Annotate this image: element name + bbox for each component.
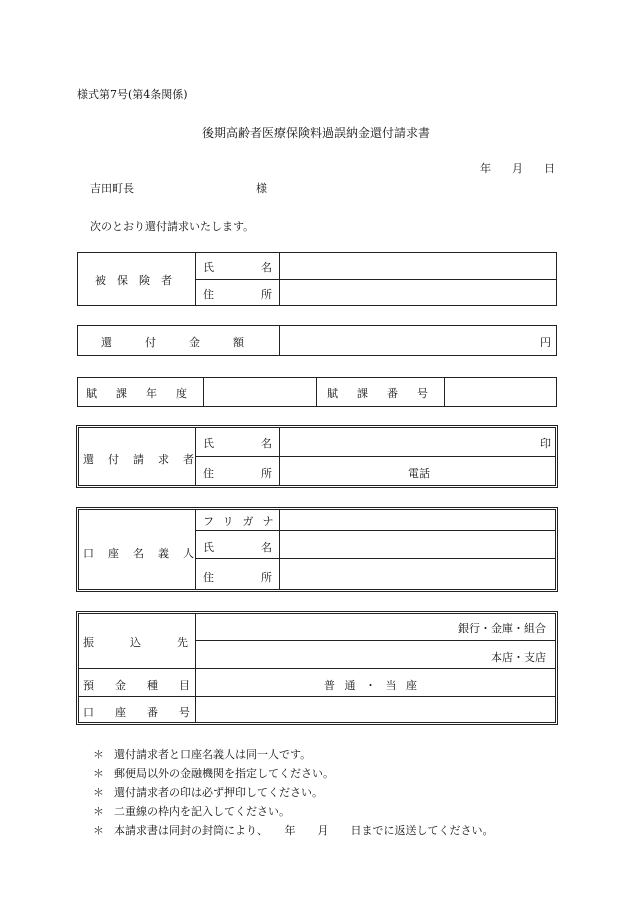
note-text: 二重線の枠内を記入してください。 — [114, 805, 290, 818]
account-address-label: 住所 — [203, 571, 319, 584]
transfer-label: 振込先 — [83, 636, 224, 649]
account-holder-label: 口座名義人 — [83, 547, 208, 560]
note-item — [93, 803, 290, 819]
asterisk-icon: ＊ — [93, 824, 104, 837]
intro-text: 次のとおり還付請求いたします。 — [90, 220, 255, 233]
bank-name-field[interactable] — [198, 616, 448, 638]
account-number-label: 口座番号 — [83, 706, 211, 719]
form-title: 後期高齢者医療保険料過誤納金還付請求書 — [202, 126, 431, 140]
date-month-label: 月 — [512, 162, 523, 175]
date-line — [480, 160, 555, 176]
date-year-label: 年 — [480, 162, 491, 175]
claimant-address-field[interactable] — [282, 458, 402, 484]
branch-types: 本店・支店 — [491, 651, 546, 664]
account-address-field[interactable] — [282, 560, 554, 588]
assessment-year-field[interactable] — [206, 379, 314, 405]
seal-mark: 印 — [540, 437, 551, 450]
note-text: 郵便局以外の金融機関を指定してください。 — [114, 767, 334, 780]
claimant-address-label: 住所 — [203, 467, 319, 480]
claimant-name-label: 氏名 — [203, 437, 319, 450]
account-number-field[interactable] — [198, 699, 554, 721]
note-text: 還付請求者の印は必ず押印してください。 — [114, 786, 323, 799]
branch-name-field[interactable] — [198, 643, 478, 666]
deposit-type-options[interactable]: 普 通 ・ 当 座 — [324, 679, 420, 692]
account-name-field[interactable] — [282, 532, 554, 557]
note-item — [93, 746, 311, 762]
note-text: 本請求書は同封の封筒により、 年 月 日までに返送してください。 — [114, 824, 494, 837]
note-item — [93, 765, 334, 781]
note-item — [93, 822, 494, 838]
asterisk-icon: ＊ — [93, 767, 104, 780]
insured-address-label: 住所 — [203, 288, 319, 301]
note-text: 還付請求者と口座名義人は同一人です。 — [114, 748, 312, 761]
note-item — [93, 784, 323, 800]
refund-label: 還付金額 — [101, 336, 277, 349]
honorific: 様 — [256, 182, 267, 195]
asterisk-icon: ＊ — [93, 786, 104, 799]
claimant-name-field[interactable] — [282, 430, 532, 454]
phone-label: 電話 — [408, 467, 430, 480]
deposit-type-label: 預金種目 — [83, 679, 211, 692]
insured-name-field[interactable] — [282, 254, 554, 278]
refund-unit: 円 — [540, 336, 551, 349]
bank-types: 銀行・金庫・組合 — [458, 622, 546, 635]
claimant-label: 還付請求者 — [83, 453, 208, 466]
furigana-field[interactable] — [282, 511, 554, 529]
refund-amount-field[interactable] — [282, 327, 532, 354]
form-number: 様式第7号(第4条関係) — [77, 88, 188, 101]
account-name-label: 氏名 — [203, 541, 319, 554]
assessment-number-field[interactable] — [447, 379, 555, 405]
claimant-phone-field[interactable] — [440, 458, 554, 484]
insured-name-label: 氏名 — [203, 261, 319, 274]
insured-label: 被保険者 — [95, 274, 183, 287]
furigana-label: フリガナ — [203, 515, 283, 528]
addressee: 吉田町長 — [90, 182, 134, 195]
asterisk-icon: ＊ — [93, 748, 104, 761]
asterisk-icon: ＊ — [93, 805, 104, 818]
insured-address-field[interactable] — [282, 281, 554, 305]
date-day-label: 日 — [544, 162, 555, 175]
assessment-number-label: 賦課番号 — [327, 387, 447, 400]
assessment-year-label: 賦課年度 — [86, 387, 206, 400]
